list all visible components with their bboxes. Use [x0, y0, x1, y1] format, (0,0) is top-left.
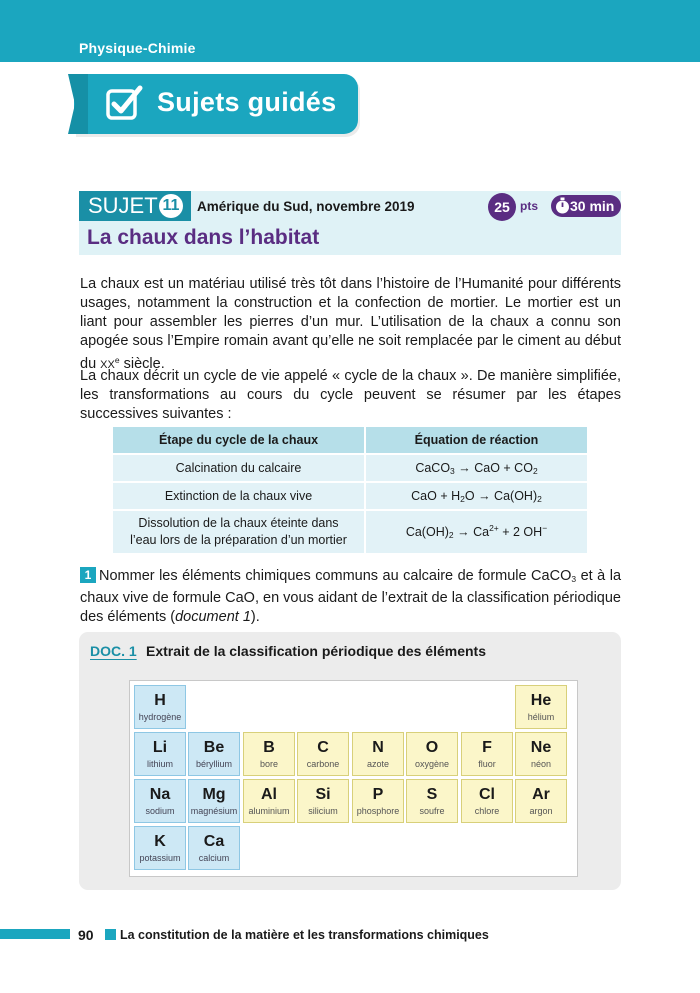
- document-label: DOC. 1: [90, 643, 137, 659]
- column-header-equation: Équation de réaction: [365, 426, 588, 454]
- lime-cycle-table: [111, 425, 589, 555]
- table-row: [112, 482, 588, 510]
- sujet-number: 11: [159, 194, 183, 218]
- table-header-row: [112, 426, 588, 454]
- document-title: Extrait de la classification périodique des éléments: [146, 643, 487, 659]
- sujet-title: La chaux dans l’habitat: [87, 226, 320, 249]
- chapter-title: La constitution de la matière et les transformations chimiques: [120, 928, 489, 942]
- element-cell: He hélium: [515, 685, 567, 729]
- footer-marker: [105, 929, 116, 940]
- subject-title: Physique-Chimie: [79, 40, 196, 56]
- footer-band: [0, 929, 70, 939]
- checkbox-icon: [105, 84, 143, 122]
- step-cell: Extinction de la chaux vive: [112, 482, 365, 510]
- element-cell: Li lithium: [134, 732, 186, 776]
- element-cell: K potassium: [134, 826, 186, 870]
- element-cell: Ar argon: [515, 779, 567, 823]
- element-cell: Na sodium: [134, 779, 186, 823]
- document-1: [79, 632, 621, 890]
- element-cell: Ca calcium: [188, 826, 240, 870]
- element-cell: N azote: [352, 732, 404, 776]
- element-cell: Cl chlore: [461, 779, 513, 823]
- points-badge: 25: [488, 193, 516, 221]
- banner-title: Sujets guidés: [157, 87, 337, 117]
- intro-paragraph-2: La chaux décrit un cycle de vie appelé « cycle de la chaux ». De manière simplifiée, les transformations au cours du cycle peuvent se résumer par les étapes successives suivantes :: [80, 368, 621, 422]
- equation-cell: CaCO$_3$ → CaO + $CO_2$: [365, 454, 588, 482]
- duration-text: 30 min: [570, 198, 615, 214]
- element-cell: H hydrogène: [134, 685, 186, 729]
- element-cell: O oxygène: [406, 732, 458, 776]
- element-cell: Ne néon: [515, 732, 567, 776]
- element-cell: C carbone: [297, 732, 349, 776]
- equation-cell: CaO + $H_2O \to Ca(OH)_2$: [365, 482, 588, 510]
- periodic-table: [129, 680, 578, 877]
- step-cell: Dissolution de la chaux éteinte dans l’eau lors de la préparation d’un mortier: [112, 510, 365, 554]
- stopwatch-icon: [554, 197, 571, 215]
- element-cell: F fluor: [461, 732, 513, 776]
- column-header-step: Étape du cycle de la chaux: [112, 426, 365, 454]
- exam-session: Amérique du Sud, novembre 2019: [197, 199, 415, 214]
- equation-cell: $Ca(OH)_2 \to Ca^{2+} + 2$ OH−: [365, 510, 588, 554]
- guided-subjects-banner: [74, 74, 358, 134]
- sujet-header: [79, 191, 621, 255]
- duration-badge: [551, 195, 621, 217]
- element-cell: P phosphore: [352, 779, 404, 823]
- table-row: [112, 510, 588, 554]
- table-row: [112, 454, 588, 482]
- element-cell: S soufre: [406, 779, 458, 823]
- element-cell: Si silicium: [297, 779, 349, 823]
- points-unit: pts: [520, 199, 538, 213]
- question-number: 1: [80, 567, 96, 583]
- page-number: 90: [78, 927, 94, 943]
- element-cell: B bore: [243, 732, 295, 776]
- question-1: 1 Nommer les éléments chimiques communs au calcaire de formule CaCO$_3$ et à la chaux vive de formule CaO, en vous aidant de l’extrait de la classification périodique des éléments (document 1).: [80, 568, 622, 625]
- element-cell: Al aluminium: [243, 779, 295, 823]
- sujet-label: SUJET: [79, 191, 191, 221]
- element-cell: Be béryllium: [188, 732, 240, 776]
- step-cell: Calcination du calcaire: [112, 454, 365, 482]
- element-cell: Mg magnésium: [188, 779, 240, 823]
- intro-paragraph-1: La chaux est un matériau utilisé très tôt dans l’histoire de l’Humanité pour différents usages, notamment la construction et la confection de mortier. Le mortier est un liant pour assembler les pierres d’un mur. L’utilisation de la chaux a connu son apogée sous l’Empire romain avant qu’elle ne soit remplacée par le ciment au début du XXe siècle.: [80, 276, 621, 372]
